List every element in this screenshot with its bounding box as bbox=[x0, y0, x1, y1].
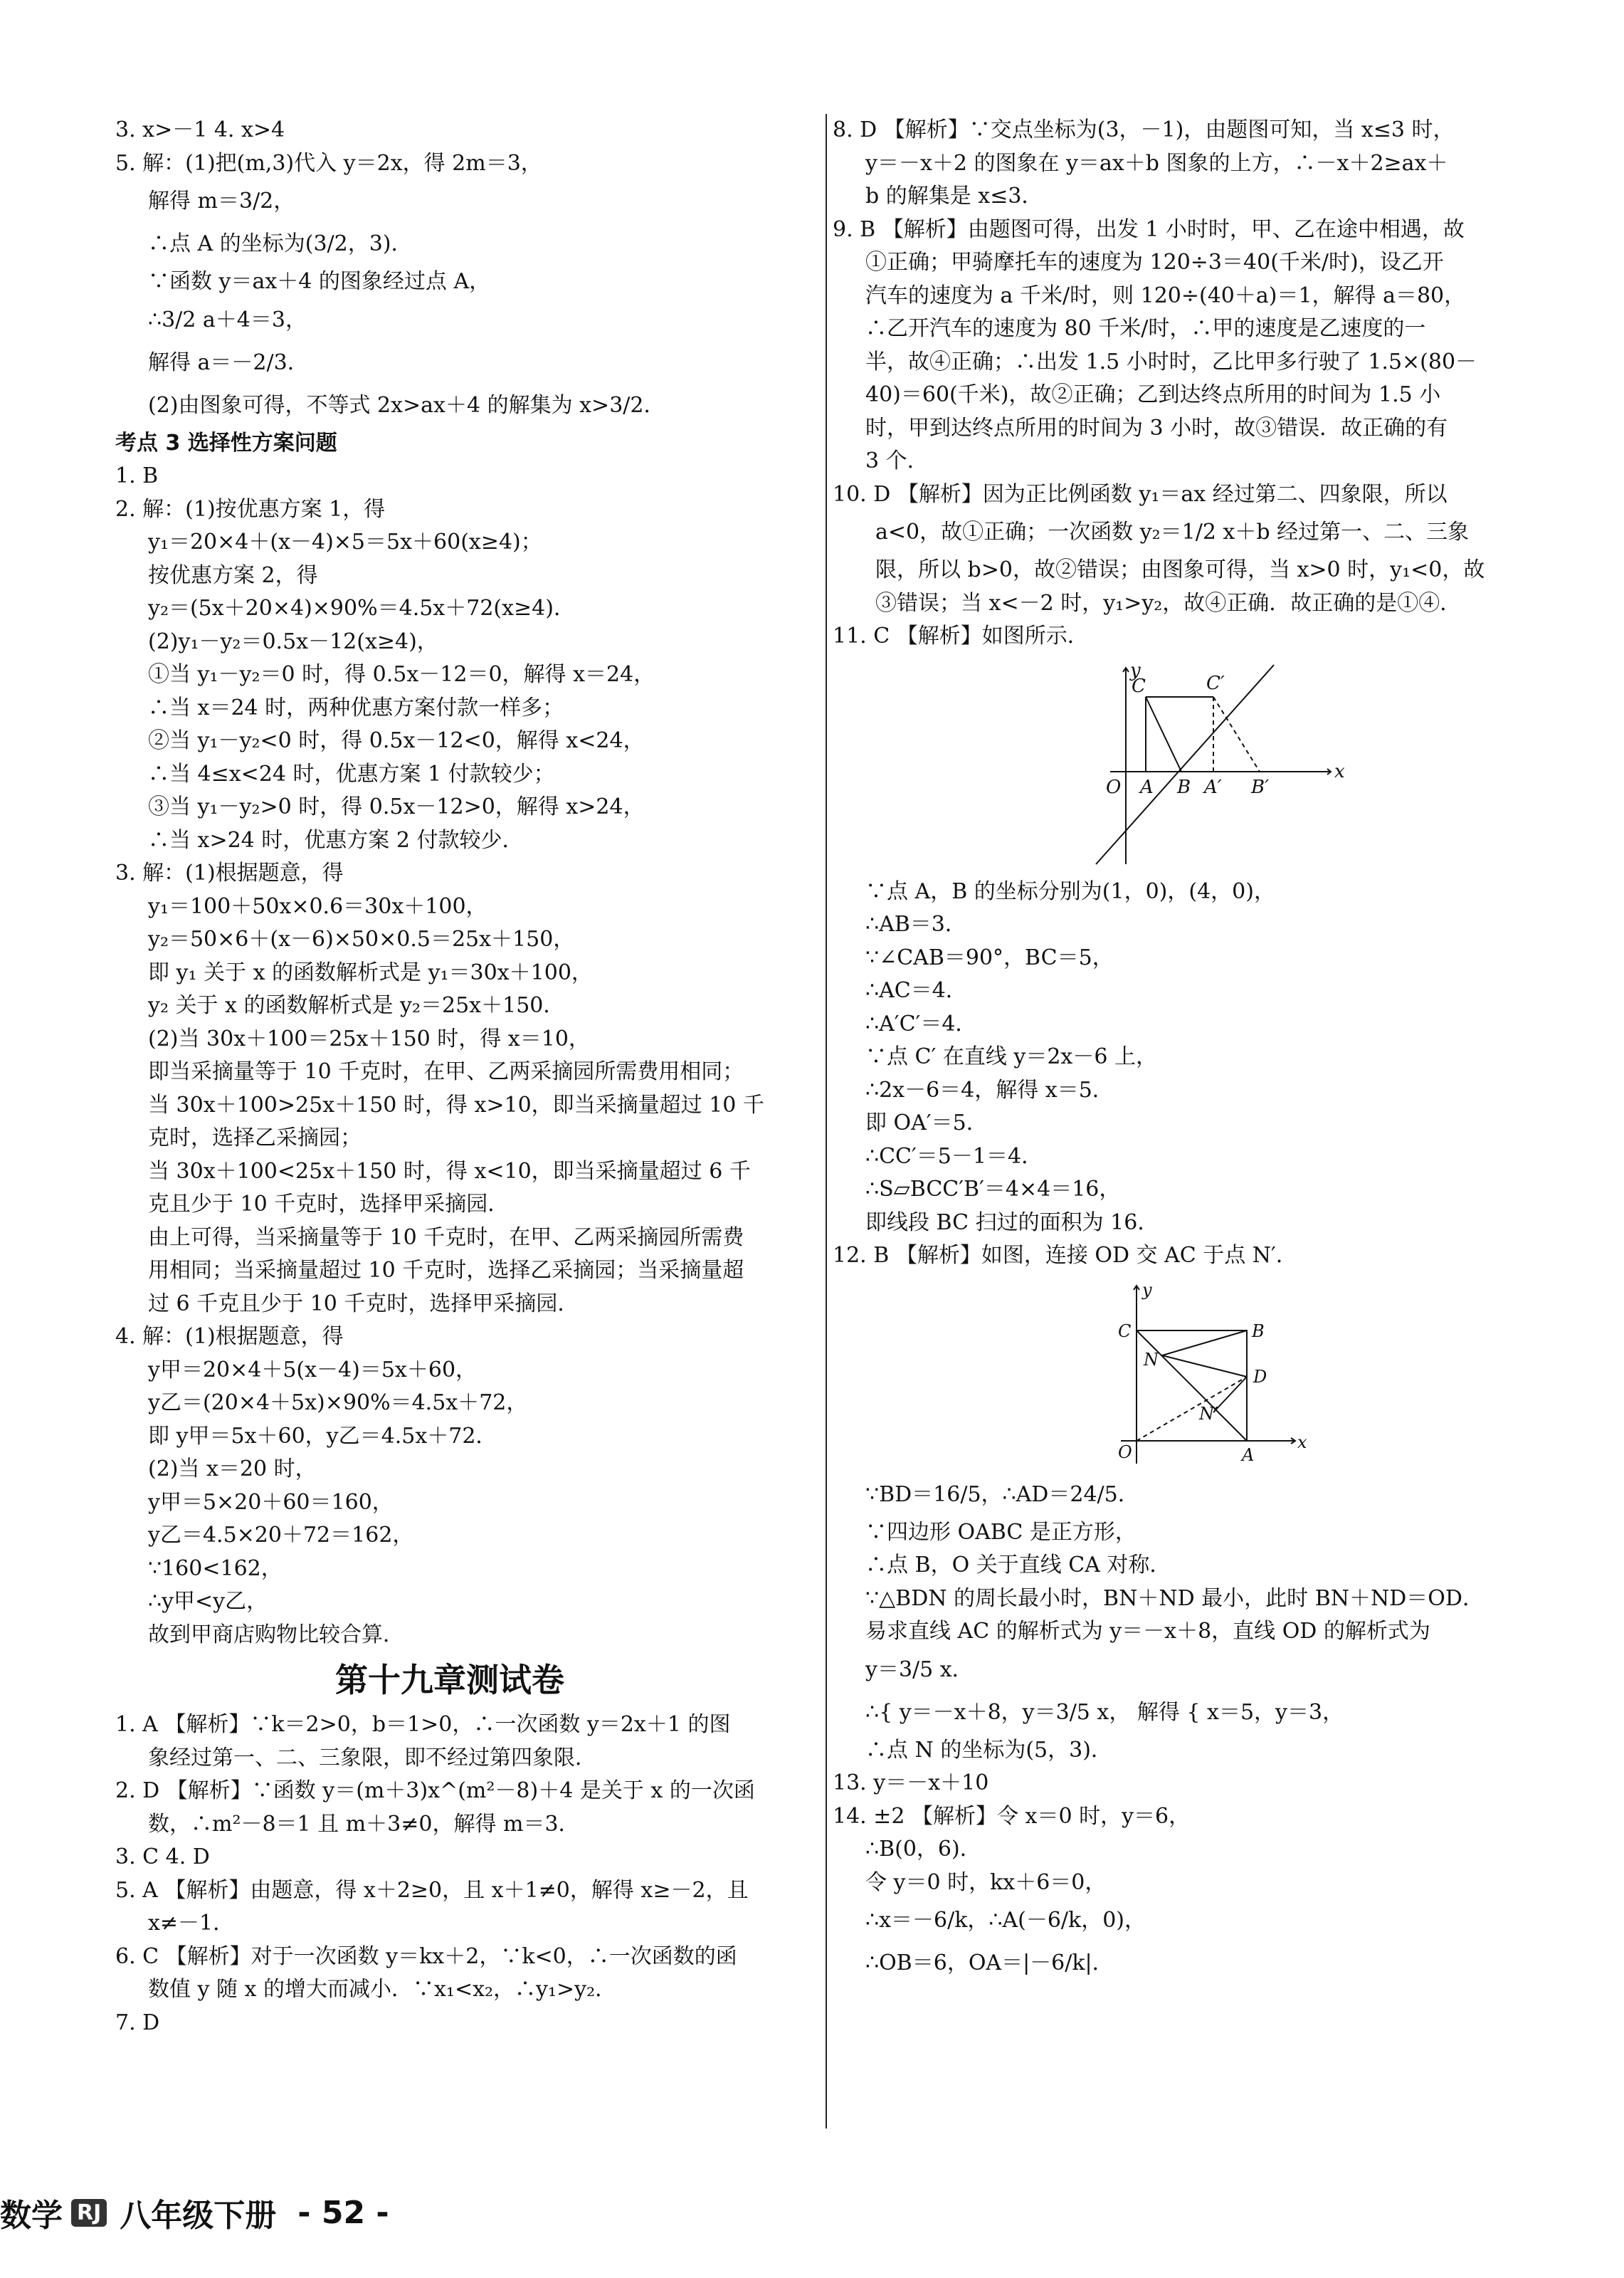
fig12-label: C bbox=[1118, 1321, 1132, 1341]
text-line: y₂ 关于 x 的函数解析式是 y₂＝25x＋150． bbox=[148, 993, 565, 1018]
text-line: ∴点 N 的坐标为(5，3)． bbox=[865, 1737, 1112, 1763]
text-line: 1. A 【解析】∵k＝2>0，b＝1>0，∴一次函数 y＝2x＋1 的图 bbox=[115, 1712, 731, 1737]
text-line: y₁＝20×4＋(x－4)×5＝5x＋60(x≥4)； bbox=[148, 530, 542, 555]
fig11-label: B bbox=[1177, 776, 1191, 798]
text-line: 40)＝60(千米)，故②正确；乙到达终点所用的时间为 1.5 小 bbox=[865, 382, 1441, 407]
text-line: ③错误；当 x<－2 时，y₁>y₂，故④正确．故正确的是①④． bbox=[875, 590, 1462, 616]
text-line: 13. y＝－x＋10 bbox=[833, 1770, 989, 1795]
text-line: 按优惠方案 2，得 bbox=[148, 562, 318, 588]
text-line: 8. D 【解析】∵交点坐标为(3，－1)，由题图可知，当 x≤3 时， bbox=[833, 117, 1455, 142]
text-line: x≠－1． bbox=[148, 1911, 235, 1936]
text-line: ∵点 A，B 的坐标分别为(1，0)，(4，0)， bbox=[865, 878, 1275, 904]
text-line: y甲＝5×20＋60＝160， bbox=[148, 1489, 394, 1515]
text-line: 即 OA′＝5． bbox=[865, 1111, 988, 1135]
text-line: ∴AB＝3． bbox=[865, 912, 966, 937]
text-line: ∴CC′＝5－1＝4． bbox=[865, 1143, 1043, 1169]
fig11-label: x bbox=[1334, 760, 1345, 782]
fig12-label: N′ bbox=[1199, 1403, 1218, 1424]
text-line: ∴点 B，O 关于直线 CA 对称． bbox=[865, 1553, 1171, 1578]
chapter-title: 第十九章测试卷 bbox=[335, 1661, 564, 1699]
fig12-label: N bbox=[1144, 1349, 1159, 1370]
text-line: 3 个． bbox=[865, 448, 929, 473]
fig11-label: O bbox=[1106, 776, 1122, 798]
fig12-label: D bbox=[1253, 1366, 1267, 1387]
text-line: 故到甲商店购物比较合算． bbox=[148, 1622, 404, 1647]
page-number: - 52 - bbox=[297, 2194, 389, 2231]
text-line: 10. D 【解析】因为正比例函数 y₁＝ax 经过第二、四象限，所以 bbox=[833, 481, 1448, 507]
text-line: 3. C 4. D bbox=[115, 1844, 210, 1869]
text-line: 2. 解：(1)按优惠方案 1，得 bbox=[115, 496, 386, 522]
text-line: 克时，选择乙采摘园； bbox=[148, 1125, 362, 1150]
text-line: ∴y甲<y乙， bbox=[148, 1589, 268, 1614]
text-line: ∴乙开汽车的速度为 80 千米/时，∴甲的速度是乙速度的一 bbox=[865, 316, 1426, 341]
text-line: 即 y₁ 关于 x 的函数解析式是 y₁＝30x＋100， bbox=[148, 960, 593, 985]
text-line: 数，∴m²－8＝1 且 m＋3≠0，解得 m＝3． bbox=[148, 1811, 580, 1837]
left-column bbox=[115, 114, 827, 2040]
footer-grade: 八年级下册 bbox=[120, 2198, 277, 2234]
text-line: ∵△BDN 的周长最小时，BN＋ND 最小，此时 BN＋ND＝OD． bbox=[865, 1585, 1484, 1611]
text-line: 1. B bbox=[115, 463, 159, 488]
text-line: ∴A′C′＝4． bbox=[865, 1011, 977, 1036]
fig12-label: y bbox=[1142, 1279, 1152, 1300]
text-line: 即当采摘量等于 10 千克时，在甲、乙两采摘园所需费用相同； bbox=[148, 1059, 744, 1084]
fig11-label: C′ bbox=[1206, 672, 1225, 694]
text-line: y₂＝50×6＋(x－6)×50×0.5＝25x＋150， bbox=[148, 927, 575, 952]
text-line: ∵四边形 OABC 是正方形， bbox=[865, 1519, 1137, 1545]
fig12-label: B bbox=[1252, 1321, 1265, 1341]
figure-12 bbox=[1107, 1277, 1320, 1469]
text-line: 当 30x＋100<25x＋150 时，得 x<10，即当采摘量超过 6 千 bbox=[148, 1158, 751, 1184]
text-line: ∵函数 y＝ax＋4 的图象经过点 A， bbox=[148, 269, 491, 294]
text-line: 5. A 【解析】由题意，得 x＋2≥0，且 x＋1≠0，解得 x≥－2，且 bbox=[115, 1877, 749, 1903]
fig12-label: A bbox=[1242, 1444, 1255, 1465]
edition-badge: RJ bbox=[71, 2199, 107, 2227]
text-line: 汽车的速度为 a 千米/时，则 120÷(40＋a)＝1，解得 a＝80， bbox=[865, 283, 1466, 308]
text-line: 11. C 【解析】如图所示． bbox=[833, 624, 1089, 649]
text-line: 即线段 BC 扫过的面积为 16． bbox=[865, 1209, 1159, 1235]
fig11-label: B′ bbox=[1251, 776, 1270, 798]
text-line: 解得 a＝－2/3． bbox=[148, 350, 309, 375]
text-line: ∴当 x＝24 时，两种优惠方案付款一样多； bbox=[148, 695, 564, 720]
text-line: (2)由图象可得，不等式 2x>ax＋4 的解集为 x>3/2． bbox=[148, 392, 665, 418]
right-top-text bbox=[833, 114, 1544, 654]
fig11-label: A′ bbox=[1204, 776, 1222, 798]
right-column bbox=[833, 114, 1544, 1985]
text-line: 过 6 千克且少于 10 千克时，选择甲采摘园． bbox=[148, 1291, 579, 1316]
text-line: y＝－x＋2 的图象在 y＝ax＋b 图象的上方，∴－x＋2≥ax＋ bbox=[865, 150, 1448, 176]
right-bottom-text bbox=[833, 1474, 1544, 1985]
text-line: y甲＝20×4＋5(x－4)＝5x＋60， bbox=[148, 1357, 478, 1382]
text-line: b 的解集是 x≤3． bbox=[865, 184, 1043, 209]
fig12-label: O bbox=[1118, 1442, 1132, 1462]
text-line: 象经过第一、二、三象限，即不经过第四象限． bbox=[148, 1745, 596, 1770]
text-line: ③当 y₁－y₂>0 时，得 0.5x－12>0，解得 x>24， bbox=[148, 794, 645, 819]
text-line: ①当 y₁－y₂＝0 时，得 0.5x－12＝0，解得 x＝24， bbox=[148, 662, 655, 687]
text-line: 5. 解：(1)把(m,3)代入 y＝2x，得 2m＝3， bbox=[115, 150, 542, 176]
section-heading: 考点 3 选择性方案问题 bbox=[115, 430, 337, 456]
right-mid-text bbox=[833, 876, 1544, 1273]
text-line: 由上可得，当采摘量等于 10 千克时，在甲、乙两采摘园所需费 bbox=[148, 1224, 744, 1250]
text-line: 时，甲到达终点所用的时间为 3 小时，故③错误．故正确的有 bbox=[865, 415, 1448, 441]
text-line: ∴2x－6＝4，解得 x＝5． bbox=[865, 1077, 1114, 1103]
text-line: 3. x>－1 4. x>4 bbox=[115, 117, 285, 142]
text-line: a<0，故①正确；一次函数 y₂＝1/2 x＋b 经过第一、二、三象 bbox=[875, 520, 1470, 545]
text-line: ∴B(0，6)． bbox=[865, 1837, 981, 1862]
text-line: 14. ±2 【解析】令 x＝0 时，y＝6， bbox=[833, 1803, 1191, 1829]
text-line: ∵160<162， bbox=[148, 1555, 283, 1581]
text-line: 令 y＝0 时，kx＋6＝0， bbox=[865, 1869, 1107, 1895]
text-line: 克且少于 10 千克时，选择甲采摘园． bbox=[148, 1192, 510, 1217]
text-line: ∵BD＝16/5，∴AD＝24/5． bbox=[865, 1481, 1139, 1507]
text-line: ∴点 A 的坐标为(3/2，3)． bbox=[148, 231, 413, 256]
text-line: ∴3/2 a＋4＝3， bbox=[148, 307, 307, 332]
figure-11 bbox=[1089, 658, 1345, 871]
text-line: 即 y甲＝5x＋60，y乙＝4.5x＋72． bbox=[148, 1423, 497, 1449]
text-line: ∴OB＝6，OA＝|－6/k|． bbox=[865, 1951, 1114, 1975]
text-line: 12. B 【解析】如图，连接 OD 交 AC 于点 N′． bbox=[833, 1243, 1297, 1268]
text-line: 用相同；当采摘量超过 10 千克时，选择乙采摘园；当采摘量超 bbox=[148, 1258, 744, 1283]
text-line: 限，所以 b>0，故②错误；由图象可得，当 x>0 时，y₁<0，故 bbox=[875, 557, 1485, 582]
text-line: 4. 解：(1)根据题意，得 bbox=[115, 1324, 344, 1349]
text-line: ∴当 x>24 时，优惠方案 2 付款较少． bbox=[148, 827, 524, 853]
text-line: 易求直线 AC 的解析式为 y＝－x＋8，直线 OD 的解析式为 bbox=[865, 1619, 1430, 1644]
text-line: 半，故④正确；∴出发 1.5 小时时，乙比甲多行驶了 1.5×(80－ bbox=[865, 349, 1477, 374]
text-line: y＝3/5 x． bbox=[865, 1657, 974, 1682]
text-line: y乙＝4.5×20＋72＝162， bbox=[148, 1523, 414, 1548]
footer-subject: 数学 bbox=[0, 2198, 63, 2234]
text-line: ∴AC＝4． bbox=[865, 978, 967, 1003]
text-line: y₂＝(5x＋20×4)×90%＝4.5x＋72(x≥4)． bbox=[148, 596, 575, 621]
text-line: (2)当 30x＋100＝25x＋150 时，得 x＝10， bbox=[148, 1026, 590, 1051]
text-line: 2. D 【解析】∵函数 y＝(m＋3)x^(m²－8)＋4 是关于 x 的一次函 bbox=[115, 1778, 755, 1803]
text-line: (2)y₁－y₂＝0.5x－12(x≥4)， bbox=[148, 629, 438, 654]
text-line: ∴当 4≤x<24 时，优惠方案 1 付款较少； bbox=[148, 761, 555, 787]
text-line: 当 30x＋100>25x＋150 时，得 x>10，即当采摘量超过 10 千 bbox=[148, 1092, 764, 1118]
text-line: ②当 y₁－y₂<0 时，得 0.5x－12<0，解得 x<24， bbox=[148, 728, 645, 753]
text-line: (2)当 x＝20 时， bbox=[148, 1456, 317, 1481]
text-line: 3. 解：(1)根据题意，得 bbox=[115, 861, 344, 886]
text-line: ∴S▱BCC′B′＝4×4＝16， bbox=[865, 1177, 1121, 1202]
text-line: ①正确；甲骑摩托车的速度为 120÷3＝40(千米/时)，设乙开 bbox=[865, 250, 1444, 275]
fig11-label: A bbox=[1140, 776, 1154, 798]
text-line: 9. B 【解析】由题图可得，出发 1 小时时，甲、乙在途中相遇，故 bbox=[833, 216, 1465, 242]
text-line: ∵点 C′ 在直线 y＝2x－6 上， bbox=[865, 1044, 1157, 1069]
fig12-label: x bbox=[1297, 1432, 1307, 1452]
page-footer bbox=[0, 2184, 389, 2241]
text-line: 6. C 【解析】对于一次函数 y＝kx＋2，∵k<0，∴一次函数的函 bbox=[115, 1943, 737, 1969]
text-line: y₁＝100＋50x×0.6＝30x＋100， bbox=[148, 893, 487, 919]
text-line: ∴x＝－6/k，∴A(－6/k，0)， bbox=[865, 1908, 1146, 1933]
fig11-label: y bbox=[1130, 659, 1141, 681]
text-line: y乙＝(20×4＋5x)×90%＝4.5x＋72， bbox=[148, 1390, 528, 1415]
text-line: ∴{ y＝－x＋8，y＝3/5 x， 解得 { x＝5，y＝3， bbox=[865, 1699, 1344, 1725]
text-line: 数值 y 随 x 的增大而减小．∵x₁<x₂，∴y₁>y₂． bbox=[148, 1977, 617, 2002]
text-line: ∵∠CAB＝90°，BC＝5， bbox=[865, 945, 1114, 970]
fig11-label: C bbox=[1132, 675, 1146, 697]
text-line: 解得 m＝3/2， bbox=[148, 189, 295, 214]
text-line: 7. D bbox=[115, 2010, 160, 2035]
